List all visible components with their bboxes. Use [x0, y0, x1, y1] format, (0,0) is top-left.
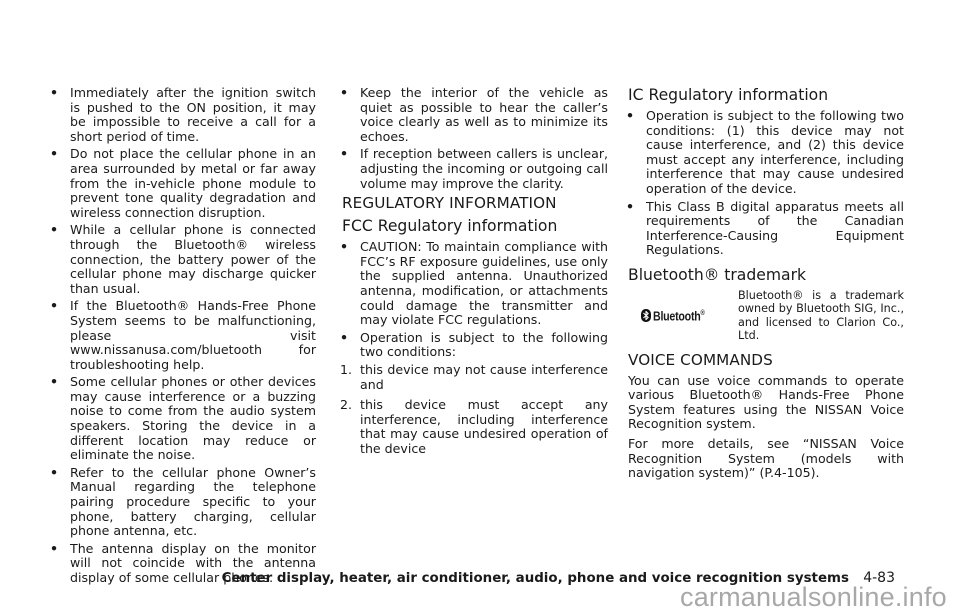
column-3: [628, 86, 904, 486]
fcc-heading: FCC Regulatory information: [342, 217, 558, 236]
voice-commands-paragraph: You can use voice commands to operate various Bluetooth® Hands-Free Phone System features using the NISSAN Voice Recognition system.: [628, 372, 904, 432]
bullet-icon: •: [340, 146, 349, 162]
bullet-icon: •: [50, 85, 59, 100]
bluetooth-icon: [641, 309, 651, 322]
list-item: • The antenna display on the monitor will not coincide with the antenna display of some cellular phones.: [50, 540, 316, 585]
regulatory-heading: REGULATORY INFORMATION: [342, 194, 557, 213]
column-2: [342, 86, 608, 459]
list-item: • This Class B digital apparatus meets all requirements of the Canadian Interference-Causing Equipment Regulations.: [626, 198, 904, 258]
list-item: • CAUTION: To maintain compliance with FCC’s RF exposure guidelines, use only the supplied antenna. Unauthorized antenna, modification, or attachments could damage the transmitter and may violate FCC regulations.: [340, 239, 608, 328]
numbered-item: 2. this device must accept any interference, including interference that may cause undesired operation of the device: [340, 397, 608, 456]
list-item: • Immediately after the ignition switch is pushed to the ON position, it may be impossible to receive a call for a short period of time.: [50, 85, 316, 144]
bluetooth-trademark-heading: Bluetooth® trademark: [628, 265, 807, 284]
item-number: 1.: [340, 361, 353, 377]
bluetooth-wordmark: Bluetooth®: [652, 308, 705, 324]
bullet-icon: •: [50, 222, 59, 238]
ic-list: [628, 109, 904, 258]
footer-section-title: Center display, heater, air conditioner, audio, phone and voice recognition systems: [221, 571, 849, 586]
bullet-icon: •: [340, 85, 349, 100]
bluetooth-trademark-text: Bluetooth® is a trademark owned by Bluetooth SIG, Inc., and licensed to Clarion Co., Ltd.: [738, 288, 904, 343]
bullet-icon: •: [340, 239, 349, 255]
bullet-icon: •: [340, 329, 349, 345]
bluetooth-logo: [628, 307, 738, 324]
bluetooth-trademark-block: [628, 289, 904, 343]
list-item: • Refer to the cellular phone Owner’s Manual regarding the telephone pairing procedure specific to your phone, battery charging, cellular phone antenna, etc.: [50, 464, 316, 539]
ic-heading: IC Regulatory information: [628, 86, 829, 104]
bullet-icon: •: [50, 464, 59, 480]
bullet-icon: •: [626, 108, 635, 123]
list-item: • While a cellular phone is connected through the Bluetooth® wireless connection, the battery power of the cellular phone may discharge quicker than usual.: [50, 222, 316, 296]
call-tips-list: [342, 86, 608, 191]
voice-commands-heading: VOICE COMMANDS: [628, 350, 773, 369]
list-item: • Operation is subject to the following two conditions: (1) this device may not cause interference, and (2) this device must accept any interference, including interference that may cause undesired operation of the device.: [626, 108, 904, 196]
list-item: • Do not place the cellular phone in an area surrounded by metal or far away from the in-vehicle phone module to prevent tone quality degradation and wireless connection disruption.: [50, 146, 316, 220]
numbered-item: 1. this device may not cause interference and: [340, 361, 608, 392]
list-item: • Some cellular phones or other devices may cause interference or a buzzing noise to come from the audio system speakers. Storing the device in a different location may reduce or eliminate the noise.: [50, 374, 316, 463]
fcc-conditions-list: [342, 363, 608, 457]
bullet-icon: •: [626, 198, 635, 214]
item-number: 2.: [340, 397, 353, 413]
precautions-list: [52, 86, 316, 586]
page-number: 4-83: [863, 570, 895, 586]
bullet-icon: •: [50, 298, 59, 314]
bullet-icon: •: [50, 146, 59, 162]
bullet-icon: •: [50, 374, 59, 390]
list-item: • If reception between callers is unclear, adjusting the incoming or outgoing call volume may improve the clarity.: [340, 146, 608, 191]
list-item: • Keep the interior of the vehicle as quiet as possible to hear the caller’s voice clearly as well as to minimize its echoes.: [340, 85, 608, 144]
list-item: • If the Bluetooth® Hands-Free Phone System seems to be malfunctioning, please visit www.nissanusa.com/bluetooth for troubleshooting help.: [50, 298, 316, 372]
fcc-list: [342, 240, 608, 360]
watermark: carmanualsonline.info: [680, 582, 947, 612]
bullet-icon: •: [50, 540, 59, 556]
column-1: [52, 86, 316, 589]
voice-commands-reference: For more details, see “NISSAN Voice Recognition System (models with navigation system)” (P.4-105).: [628, 435, 904, 481]
list-item: • Operation is subject to the following two conditions:: [340, 329, 608, 360]
